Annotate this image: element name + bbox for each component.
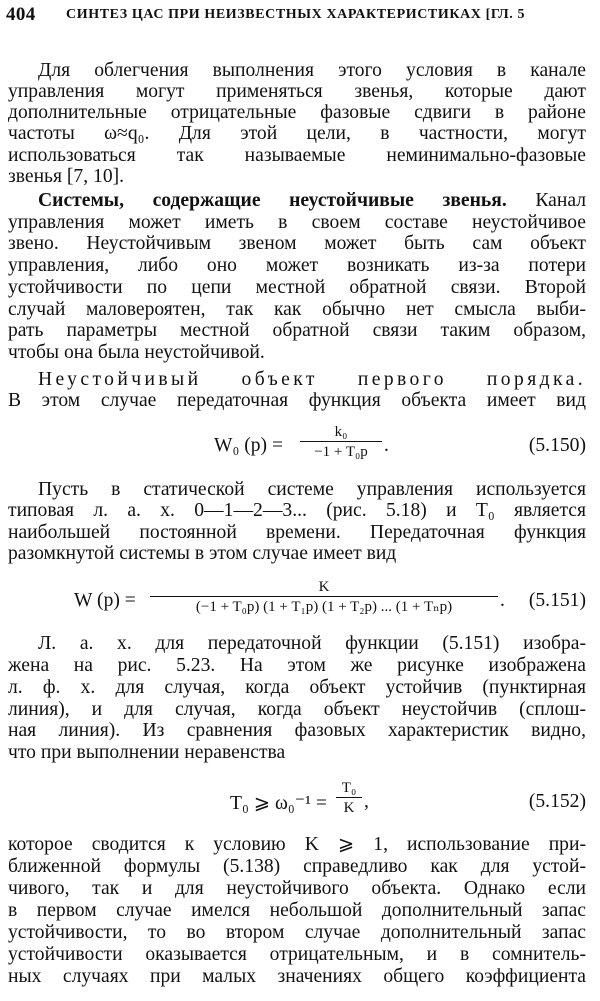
text-line: устойчивости по цепи местной обратной связи. Второй: [8, 277, 586, 298]
text-line: л. ф. х. для случая, когда объект устойчив (пунктирная: [8, 677, 586, 698]
text-line: В этом случае передаточная функция объекта имеет вид: [8, 390, 586, 411]
text-line: устойчивости, то во втором случае дополнительный запас: [8, 922, 586, 943]
text-line: которое сводится к условию K ⩾ 1, использование при-: [8, 834, 586, 855]
fraction-denominator: −1 + T₀p: [314, 444, 368, 460]
text-line: случай маловероятен, так как обычно нет смысла выби-: [8, 299, 586, 320]
fraction-numerator: T₀: [336, 779, 362, 798]
equation-fraction: [150, 578, 498, 617]
text-line: Пусть в статической системе управления используется: [38, 479, 586, 500]
text-line: что при выполнении неравенства: [8, 742, 286, 763]
fraction-denominator: (−1 + T₀p) (1 + T₁p) (1 + T₂p) ... (1 + Tₙp): [195, 599, 453, 615]
equation-punctuation: .: [500, 590, 505, 611]
running-title: СИНТЕЗ ЦАС ПРИ НЕИЗВЕСТНЫХ ХАРАКТЕРИСТИКАХ [ГЛ. 5: [66, 7, 526, 22]
fraction-denominator: K: [343, 800, 355, 816]
equation-lhs: W₀ (p) =: [214, 435, 284, 456]
fraction-numerator: K: [150, 578, 498, 597]
page-number: 404: [6, 4, 36, 25]
text-line: Л. а. х. для передаточной функции (5.151) изобра-: [38, 633, 586, 654]
text-line: управления может иметь в своем составе неустойчивое: [8, 212, 586, 233]
text-line: управления, либо оно может возникать из-за потери: [8, 255, 586, 276]
equation-5-150: [0, 423, 600, 469]
text-line: ных случаях при малых значениях общего коэффициента: [8, 966, 586, 987]
equation-fraction: [300, 423, 382, 462]
text-line: в первом случае имелся небольшой дополнительный запас: [8, 900, 586, 921]
text-line: устойчивости оказывается отрицательным, и в сомнитель-: [8, 944, 586, 965]
equation-lhs: W (p) =: [74, 590, 136, 611]
equation-lhs: T₀ ⩾ ω₀⁻¹ =: [230, 793, 327, 814]
equation-punctuation: ,: [364, 791, 369, 812]
text-line: чтобы она была неустойчивой.: [8, 342, 265, 363]
equation-5-151: [0, 578, 600, 624]
subsection-heading: Неустойчивый объект первого порядка.: [38, 369, 586, 390]
text-line: звено. Неустойчивым звеном может быть сам объект: [8, 233, 586, 254]
equation-5-152: [0, 779, 600, 825]
equation-number: (5.152): [528, 791, 586, 812]
text-line: использоваться так называемые неминимально-фазовые: [8, 145, 586, 166]
text-line: разомкнутой системы в этом случае имеет вид: [8, 543, 397, 564]
text-line: звенья [7, 10].: [8, 166, 125, 187]
section-heading: Системы, содержащие неустойчивые звенья.: [38, 190, 507, 211]
fraction-numerator: k₀: [300, 423, 382, 442]
text-line: управления могут применяться звенья, которые дают: [8, 81, 586, 102]
text-fragment: Канал: [506, 190, 586, 211]
text-line: наибольшей постоянной времени. Передаточная функция: [8, 522, 586, 543]
text-line: ближенной формулы (5.138) справедливо как для устой-: [8, 856, 586, 877]
text-line: линия), и для случая, когда объект неустойчив (сплош-: [8, 699, 586, 720]
text-line: Для облегчения выполнения этого условия в канале: [38, 60, 586, 81]
text-line: дополнительные отрицательные фазовые сдвиги в районе: [8, 102, 586, 123]
text-line: [8, 190, 586, 211]
text-line: частоты ω≈q₀. Для этой цели, в частности, могут: [8, 123, 586, 144]
equation-number: (5.150): [528, 435, 586, 456]
text-line: жена на рис. 5.23. На этом же рисунке изображена: [8, 655, 586, 676]
text-line: типовая л. а. х. 0—1—2—3... (рис. 5.18) и T₀ является: [8, 500, 586, 521]
equation-punctuation: .: [384, 435, 389, 456]
text-line: рать параметры местной обратной связи таким образом,: [8, 320, 586, 341]
running-header: [6, 2, 594, 28]
equation-fraction: [336, 779, 362, 818]
text-line: чивого, так и для неустойчивого объекта. Однако если: [8, 878, 586, 899]
equation-number: (5.151): [528, 590, 586, 611]
text-line: ная линия). Из сравнения фазовых характеристик видно,: [8, 720, 586, 741]
